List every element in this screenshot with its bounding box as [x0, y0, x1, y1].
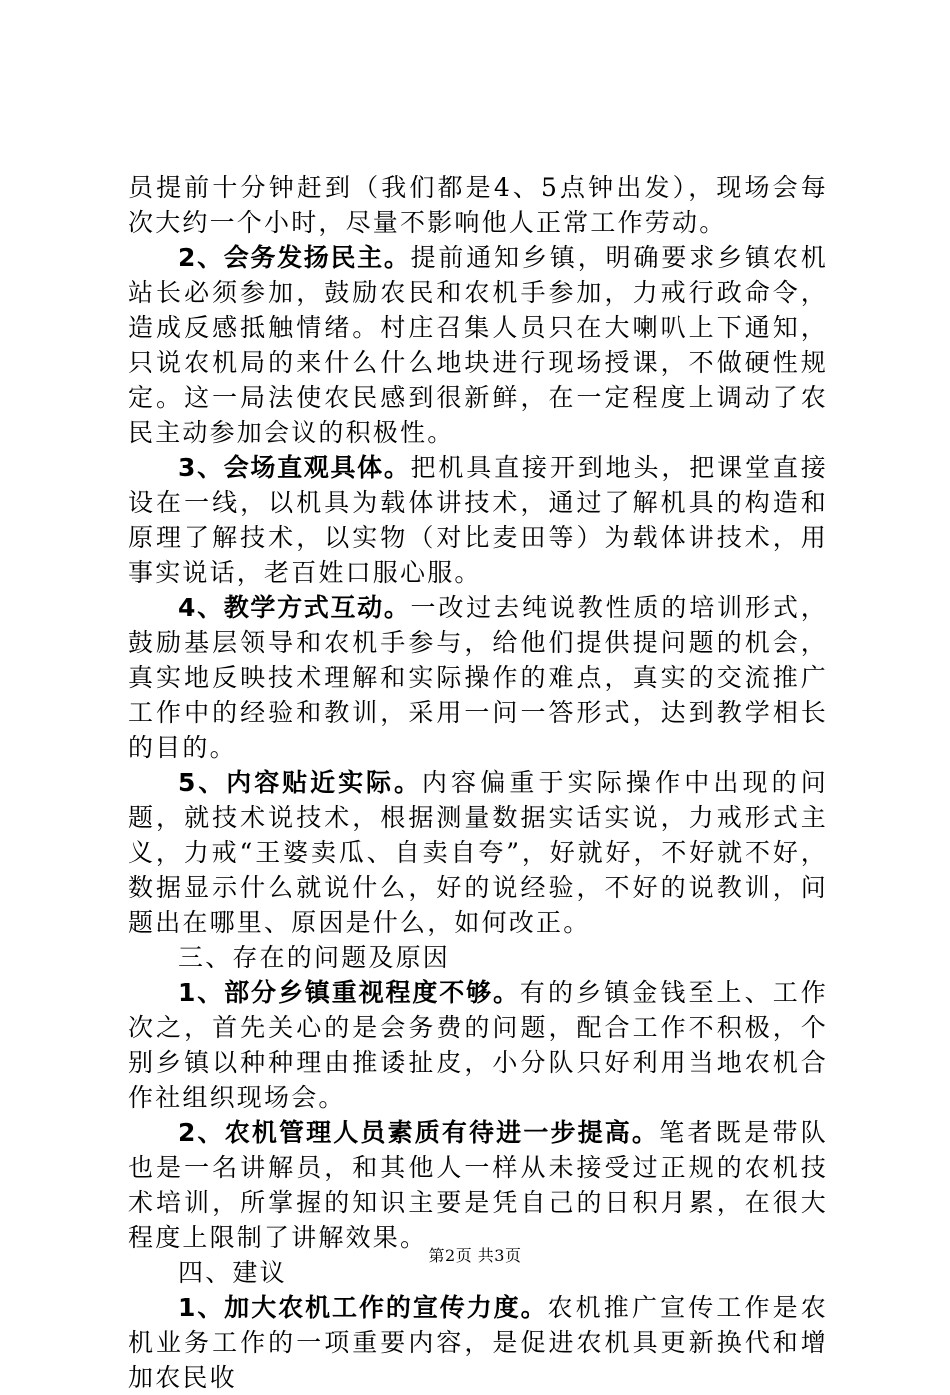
- page-footer: 第2页 共3页: [428, 1246, 522, 1265]
- paragraph-lead: 3、会场直观具体。: [178, 453, 411, 482]
- paragraph-lead: 4、教学方式互动。: [178, 593, 411, 622]
- paragraph-text: 提前通知乡镇，明确要求乡镇农机站长必须参加，鼓励农民和农机手参加，力戒行政命令，造成反感抵触情绪。村庄召集人员只在大喇叭上下通知，只说农机局的来什么什么地块进行现场授课，不做硬性规定。这一局法使农民感到很新鲜，在一定程度上调动了农民主动参加会议的积极性。: [128, 243, 828, 447]
- paragraph-lead: 1、加大农机工作的宣传力度。: [178, 1293, 548, 1322]
- paragraph-lead: 5、内容贴近实际。: [178, 768, 422, 797]
- section-heading: 三、存在的问题及原因: [178, 943, 451, 972]
- paragraph-text: 员提前十分钟赶到（我们都是4、5点钟出发），现场会每次大约一个小时，尽量不影响他人正常工作劳动。: [128, 173, 828, 237]
- paragraph-lead: 1、部分乡镇重视程度不够。: [178, 978, 520, 1007]
- paragraph-text: 一改过去纯说教性质的培训形式，鼓励基层领导和农机手参与，给他们提供提问题的机会，真实地反映技术理解和实际操作的难点，真实的交流推广工作中的经验和教训，采用一问一答形式，达到教学相长的目的。: [128, 593, 828, 762]
- paragraph: [128, 170, 828, 240]
- paragraph: [128, 240, 828, 450]
- paragraph: [128, 765, 828, 940]
- paragraph: [128, 590, 828, 765]
- document-body: [128, 170, 828, 1395]
- paragraph: [128, 1115, 828, 1255]
- paragraph-lead: 2、会务发扬民主。: [178, 243, 411, 272]
- paragraph-text: 农机推广宣传工作是农机业务工作的一项重要内容，是促进农机具更新换代和增加农民收: [128, 1293, 828, 1392]
- paragraph-text: 内容偏重于实际操作中出现的问题，就技术说技术，根据测量数据实话实说，力戒形式主义，力戒“王婆卖瓜、自卖自夸”，好就好，不好就不好，数据显示什么就说什么，好的说经验，不好的说教训，问题出在哪里、原因是什么，如何改正。: [128, 768, 828, 937]
- paragraph: [128, 450, 828, 590]
- paragraph-text: 把机具直接开到地头，把课堂直接设在一线，以机具为载体讲技术，通过了解机具的构造和原理了解技术，以实物（对比麦田等）为载体讲技术，用事实说话，老百姓口服心服。: [128, 453, 828, 587]
- paragraph: [128, 1290, 828, 1395]
- paragraph-text: 有的乡镇金钱至上、工作次之，首先关心的是会务费的问题，配合工作不积极，个别乡镇以种种理由推诿扯皮，小分队只好利用当地农机合作社组织现场会。: [128, 978, 828, 1112]
- paragraph: [128, 975, 828, 1115]
- paragraph-lead: 2、农机管理人员素质有待进一步提高。: [178, 1118, 660, 1147]
- paragraph-text: 笔者既是带队也是一名讲解员，和其他人一样从未接受过正规的农机技术培训，所掌握的知识主要是凭自己的日积月累，在很大程度上限制了讲解效果。: [128, 1118, 829, 1252]
- section-heading: 四、建议: [178, 1258, 287, 1287]
